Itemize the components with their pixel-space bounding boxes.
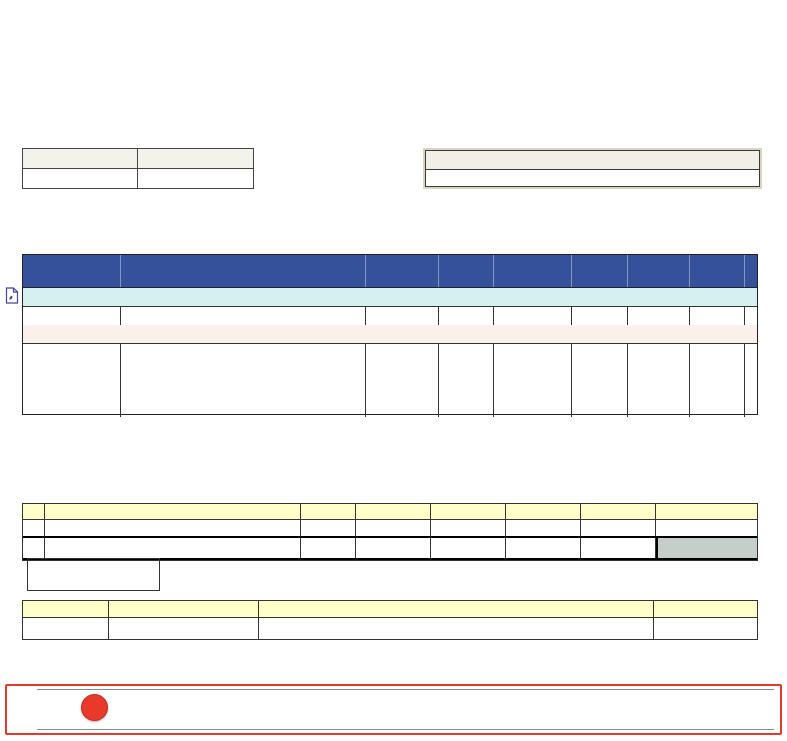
totaux-ttc <box>656 538 757 558</box>
echeance-header-row <box>23 601 757 618</box>
item-t <box>745 307 757 325</box>
item-reference <box>23 307 121 325</box>
annotation-a-badge <box>81 694 108 721</box>
pdf-attachment-icon[interactable] <box>5 287 19 309</box>
code-tiers-value <box>23 169 138 188</box>
item-remise <box>572 307 628 325</box>
montant-ttc-value <box>654 618 757 639</box>
col-header-designation <box>121 255 366 287</box>
item-prix-net <box>628 307 690 325</box>
code-tiers-header <box>23 149 138 169</box>
site-box <box>425 150 760 187</box>
base-t <box>23 520 45 536</box>
items-table-header-row <box>23 255 757 288</box>
item-unite <box>439 307 494 325</box>
totals-col-t <box>23 504 45 520</box>
totals-col-ttc <box>656 504 757 520</box>
reglement-col <box>109 601 259 618</box>
legal-bottom-rule <box>37 729 774 730</box>
delivery-note-band <box>23 288 757 307</box>
item-prix-unitaire <box>494 307 572 325</box>
col-header-reference <box>23 255 121 287</box>
base-tx-tva <box>301 520 356 536</box>
site-value <box>426 170 759 186</box>
item-quantite <box>366 307 439 325</box>
montant-ttc-col <box>654 601 757 618</box>
totaux-ht <box>356 538 431 558</box>
col-header-prix-unitaire <box>494 255 572 287</box>
compte-bancaire-value <box>259 618 654 639</box>
compte-bancaire-col <box>259 601 654 618</box>
item-designation <box>121 307 366 325</box>
base-ttc <box>656 520 757 536</box>
legal-footer-box <box>5 684 782 735</box>
col-header-remise <box>572 255 628 287</box>
col-header-prix-net <box>628 255 690 287</box>
item-row <box>23 307 757 325</box>
base-taxes <box>506 520 581 536</box>
echeance-row <box>23 618 757 639</box>
legal-text <box>127 693 760 708</box>
totals-col-tva-taxe <box>581 504 656 520</box>
totals-header-row <box>23 504 757 520</box>
totals-col-taxes <box>506 504 581 520</box>
legal-top-rule <box>37 689 774 690</box>
col-header-quantite <box>366 255 439 287</box>
base-ht <box>356 520 431 536</box>
echeance-table <box>22 600 758 640</box>
base-intitule <box>45 520 301 536</box>
lot-row <box>23 325 757 344</box>
echeance-col <box>23 601 109 618</box>
totals-col-tva <box>431 504 506 520</box>
col-header-unite <box>439 255 494 287</box>
echeance-date <box>23 618 109 639</box>
page-tear-zigzag <box>0 352 787 392</box>
totals-col-ht <box>356 504 431 520</box>
totaux-tva <box>431 538 506 558</box>
agrement-section <box>0 426 787 431</box>
base-tva-taxe <box>581 520 656 536</box>
totals-table <box>22 503 758 561</box>
date-piece-value <box>138 169 253 188</box>
col-header-t <box>745 255 757 287</box>
totals-totaux-row <box>23 536 757 560</box>
totals-base-row <box>23 520 757 536</box>
site-header <box>426 151 759 170</box>
date-piece-header <box>138 149 253 169</box>
tiers-table <box>22 148 254 189</box>
totaux-label <box>45 538 301 558</box>
carburants-box <box>27 558 160 591</box>
totals-col-intitule <box>45 504 301 520</box>
base-tva <box>431 520 506 536</box>
reglement-value <box>109 618 259 639</box>
item-montant-ht <box>690 307 745 325</box>
col-header-montant-ht <box>690 255 745 287</box>
totals-col-tx-tva <box>301 504 356 520</box>
